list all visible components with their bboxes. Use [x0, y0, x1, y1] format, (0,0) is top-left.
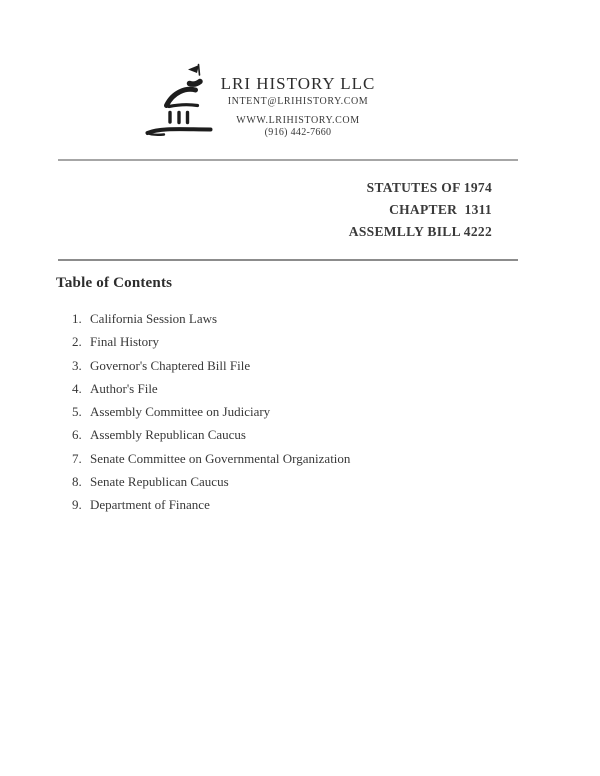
statutes-year-line: STATUTES OF 1974 [366, 180, 492, 195]
divider-top [58, 159, 518, 161]
toc-item-number: 7. [72, 450, 82, 466]
toc-item [72, 382, 512, 396]
toc-item [72, 475, 512, 489]
toc-item [72, 428, 512, 442]
chapter-line: CHAPTER 1311 [389, 202, 492, 217]
toc-item-label: Final History [90, 334, 159, 350]
toc-item-number: 4. [72, 380, 82, 396]
toc-item [72, 498, 512, 512]
statute-reference-block [349, 177, 492, 243]
toc-item-label: California Session Laws [90, 311, 218, 326]
toc-item [72, 312, 512, 326]
toc-item-number: 1. [72, 311, 82, 326]
toc-item-number: 6. [72, 427, 82, 443]
assembly-bill-line: ASSEMLLY BILL 4222 [348, 224, 492, 239]
toc-item-number: 2. [72, 334, 82, 350]
org-phone: (916) 442-7660 [264, 127, 332, 138]
org-website: WWW.LRIHISTORY.COM [236, 115, 360, 126]
toc-item-label: Senate Republican Caucus [90, 474, 229, 490]
toc-item-number: 9. [72, 497, 82, 513]
toc-item-label: Assembly Republican Caucus [90, 427, 246, 443]
divider-bottom [58, 259, 518, 261]
toc-item-label: Senate Committee on Governmental Organization [90, 450, 351, 466]
toc-item-label: Department of Finance [90, 497, 210, 513]
toc-item [72, 335, 512, 349]
toc-item-number: 5. [72, 404, 82, 420]
toc-list [72, 312, 512, 522]
org-email: INTENT@LRIHISTORY.COM [227, 96, 369, 107]
toc-heading: Table of Contents [56, 275, 173, 291]
toc-item-label: Governor's Chaptered Bill File [90, 357, 251, 373]
toc-item-label: Author's File [90, 380, 158, 396]
toc-item-number: 3. [72, 357, 82, 373]
toc-item-label: Assembly Committee on Judiciary [90, 404, 271, 420]
toc-item [72, 405, 512, 419]
org-name: LRI HISTORY LLC [220, 74, 376, 93]
toc-item-number: 8. [72, 474, 82, 490]
toc-item [72, 452, 512, 466]
toc-item [72, 359, 512, 373]
